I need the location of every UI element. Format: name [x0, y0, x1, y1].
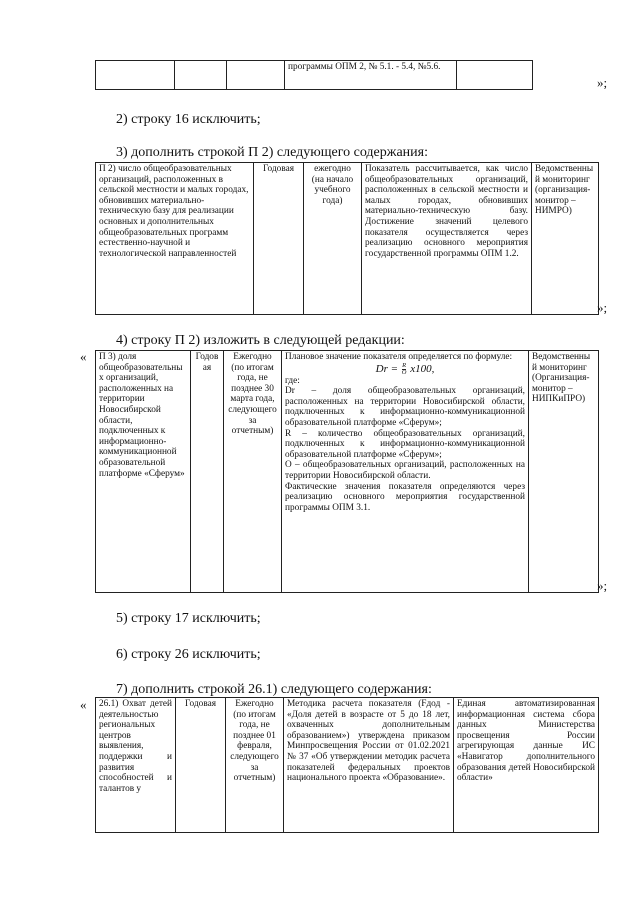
opening-quote: «: [80, 349, 87, 364]
indicator-source: Ведомственный мониторинг (Организация-монитор – НИПКиПРО): [529, 351, 599, 593]
table-cell: [457, 61, 533, 90]
closing-quote: »;: [597, 75, 608, 90]
indicator-name: 26.1) Охват детей деятельностью региональных центров выявления, поддержки и развития способностей и талантов у: [96, 698, 176, 833]
indicator-period: Годовая: [254, 163, 304, 315]
formula-fraction: [402, 363, 407, 376]
indicator-method: Методика расчета показателя (Fдод - «Доля детей в возрасте от 5 до 18 лет, охваченных дополнительным образованием») утверждена приказом Минпросвещения России от 01.02.2021 № 37 «Об утверждении методик расчета показателей федеральных проектов национального проекта «Образование».: [284, 698, 454, 833]
indicator-timing: Ежегодно (по итогам года, не позднее 01 февраля, следующего за отчетным): [226, 698, 284, 833]
method-r: R – количество общеобразовательных организаций, подключенных к информационно-коммуникационной образовательной платформе «Сферум»;: [285, 428, 525, 460]
formula-rhs: x100,: [410, 362, 435, 375]
indicator-timing: ежегодно (на начало учебного года): [304, 163, 362, 315]
table-cell: программы ОПМ 2, № 5.1. - 5.4, №5.6.: [285, 61, 457, 90]
table-cell: [175, 61, 227, 90]
formula-denominator: O: [401, 368, 407, 376]
amendment-item-6: 6) строку 26 исключить;: [116, 647, 261, 662]
indicator-period: Годовая: [176, 698, 226, 833]
indicator-source: Ведомственный мониторинг (организация-монитор – НИМРО): [532, 163, 599, 315]
indicator-period: Годовая: [191, 351, 224, 593]
closing-quote: »;: [597, 300, 608, 315]
table-row-26-1: [95, 697, 599, 833]
opening-quote: «: [80, 697, 87, 712]
formula-lhs: Dr =: [375, 362, 399, 375]
indicator-name: П 3) доля общеобразовательных организаций, расположенных на территории Новосибирской области, подключенных к информационно-коммуникационной образовательной платформе «Сферум»: [96, 351, 191, 593]
indicator-method: [282, 351, 529, 593]
table-cell: [227, 61, 285, 90]
indicator-method: Показатель рассчитывается, как число общеобразовательных организаций, расположенных в сельской местности и малых городах, обновивших материально-техническую базу. Достижение значений целевого показателя осуществляется через реализацию основного мероприятия государственной программы ОПМ 1.2.: [362, 163, 532, 315]
indicator-timing: Ежегодно (по итогам года, не позднее 30 марта года, следующего за отчетным): [224, 351, 282, 593]
amendment-item-5: 5) строку 17 исключить;: [116, 611, 261, 626]
closing-quote: »;: [597, 578, 608, 593]
method-where: где:: [285, 375, 300, 386]
method-intro: Плановое значение показателя определяется по формуле:: [285, 352, 513, 362]
table-row-p2: [95, 162, 599, 315]
indicator-name: П 2) число общеобразовательных организаций, расположенных в сельской местности и малых городах, обновивших материально-техническую базу для реализации основных и дополнительных общеобразовательных программ естественно-научной и технологической направленностей: [96, 163, 254, 315]
table-cell: [96, 61, 175, 90]
amendment-item-3: 3) дополнить строкой П 2) следующего содержания:: [116, 145, 428, 160]
method-o: O – общеобразовательных организаций, расположенных на территории Новосибирской области.: [285, 460, 525, 481]
indicator-source: Единая автоматизированная информационная система сбора данных Министерства просвещения России агрегирующая данные ИС «Навигатор дополнительного образования детей Новосибирской области»: [454, 698, 599, 833]
top-table: [95, 60, 533, 90]
formula: [285, 363, 525, 376]
formula-numerator: R: [402, 361, 407, 369]
amendment-item-4: 4) строку П 2) изложить в следующей редакции:: [116, 333, 405, 348]
method-fact: Фактические значения показателя определяются через реализацию основного мероприятия государственной программы ОПМ 3.1.: [285, 481, 525, 513]
method-dr: Dr – доля общеобразовательных организаций, расположенных на территории Новосибирской области, подключенных к информационно-коммуникационной образовательной платформе «Сферум»;: [285, 386, 525, 428]
amendment-item-7: 7) дополнить строкой 26.1) следующего содержания:: [116, 682, 432, 697]
amendment-item-2: 2) строку 16 исключить;: [116, 112, 261, 127]
table-row-p3: [95, 350, 599, 593]
